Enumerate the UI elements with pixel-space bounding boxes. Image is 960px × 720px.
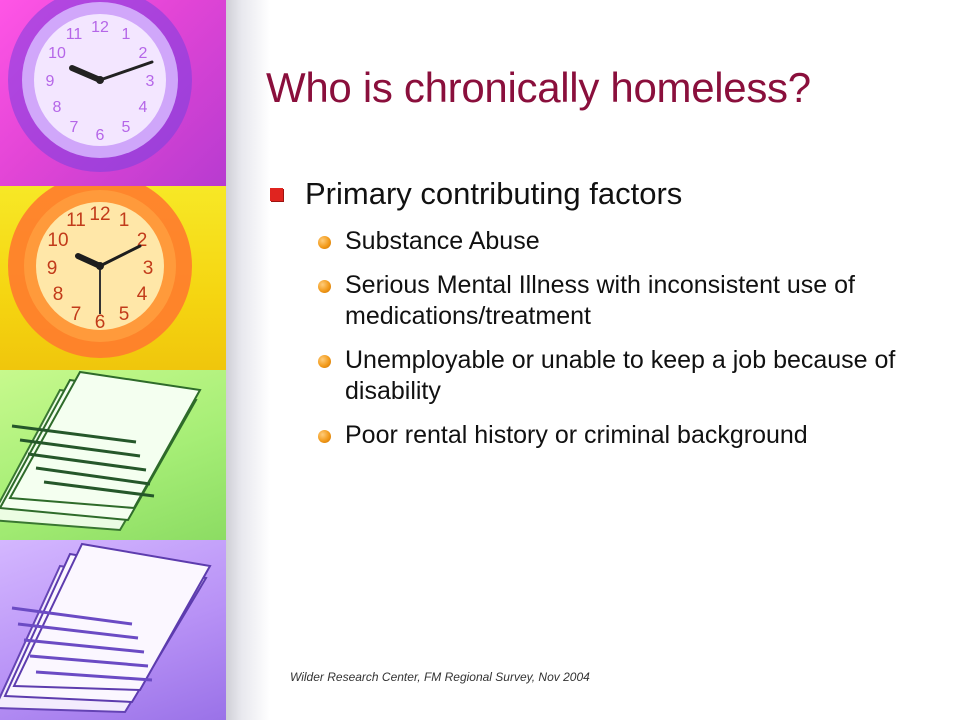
- clock-number: 9: [46, 258, 58, 279]
- clock-number: 5: [121, 119, 131, 136]
- sidebar-fade-edge: [226, 0, 270, 720]
- square-bullet-icon: [270, 188, 283, 201]
- bullet-heading: [270, 176, 930, 212]
- clock-number: 2: [138, 45, 148, 62]
- image-sidebar: [0, 0, 226, 720]
- clock-number: 11: [66, 210, 86, 231]
- list-item: [318, 345, 930, 407]
- list-item: [318, 420, 930, 451]
- clock-number: 3: [142, 258, 154, 279]
- list-item-text: Unemployable or unable to keep a job because of disability: [345, 346, 896, 405]
- clock-number: 1: [118, 210, 130, 231]
- round-bullet-icon: [318, 430, 331, 443]
- list-item-text: Poor rental history or criminal background: [345, 421, 808, 449]
- green-papers-image: [0, 370, 226, 540]
- clock-icon: [0, 186, 226, 370]
- purple-papers-image: [0, 540, 226, 720]
- clock-number: 7: [69, 119, 79, 136]
- list-item-text: Serious Mental Illness with inconsistent use of medications/treatment: [345, 271, 855, 330]
- clock-number: 11: [65, 26, 83, 43]
- clock-number: 12: [91, 19, 109, 36]
- round-bullet-icon: [318, 355, 331, 368]
- clock-number: 9: [45, 73, 55, 90]
- magenta-clock-image: [0, 0, 226, 186]
- round-bullet-icon: [318, 236, 331, 249]
- slide-title: Who is chronically homeless?: [266, 64, 811, 111]
- clock-icon: [0, 0, 226, 186]
- clock-number: 4: [138, 99, 148, 116]
- clock-number: 6: [94, 312, 106, 333]
- bullet-heading-text: Primary contributing factors: [305, 176, 683, 211]
- round-bullet-icon: [318, 280, 331, 293]
- clock-number: 10: [47, 230, 69, 251]
- clock-number: 8: [52, 99, 62, 116]
- clock-number: 3: [145, 73, 155, 90]
- paper-stack-icon: [0, 540, 226, 720]
- clock-number: 5: [118, 304, 130, 325]
- clock-number: 1: [121, 26, 131, 43]
- clock-number: 4: [136, 284, 148, 305]
- list-item-text: Substance Abuse: [345, 227, 540, 255]
- clock-number: 6: [95, 127, 105, 144]
- bullet-list: [270, 176, 930, 464]
- clock-number: 8: [52, 284, 64, 305]
- clock-number: 7: [70, 304, 82, 325]
- paper-stack-icon: [0, 370, 226, 540]
- list-item: [318, 270, 930, 332]
- clock-number: 12: [89, 204, 111, 225]
- clock-number: 10: [48, 45, 66, 62]
- clock-number: 2: [136, 230, 148, 251]
- orange-clock-image: [0, 186, 226, 370]
- source-citation: Wilder Research Center, FM Regional Survey, Nov 2004: [290, 670, 590, 684]
- list-item: [318, 226, 930, 257]
